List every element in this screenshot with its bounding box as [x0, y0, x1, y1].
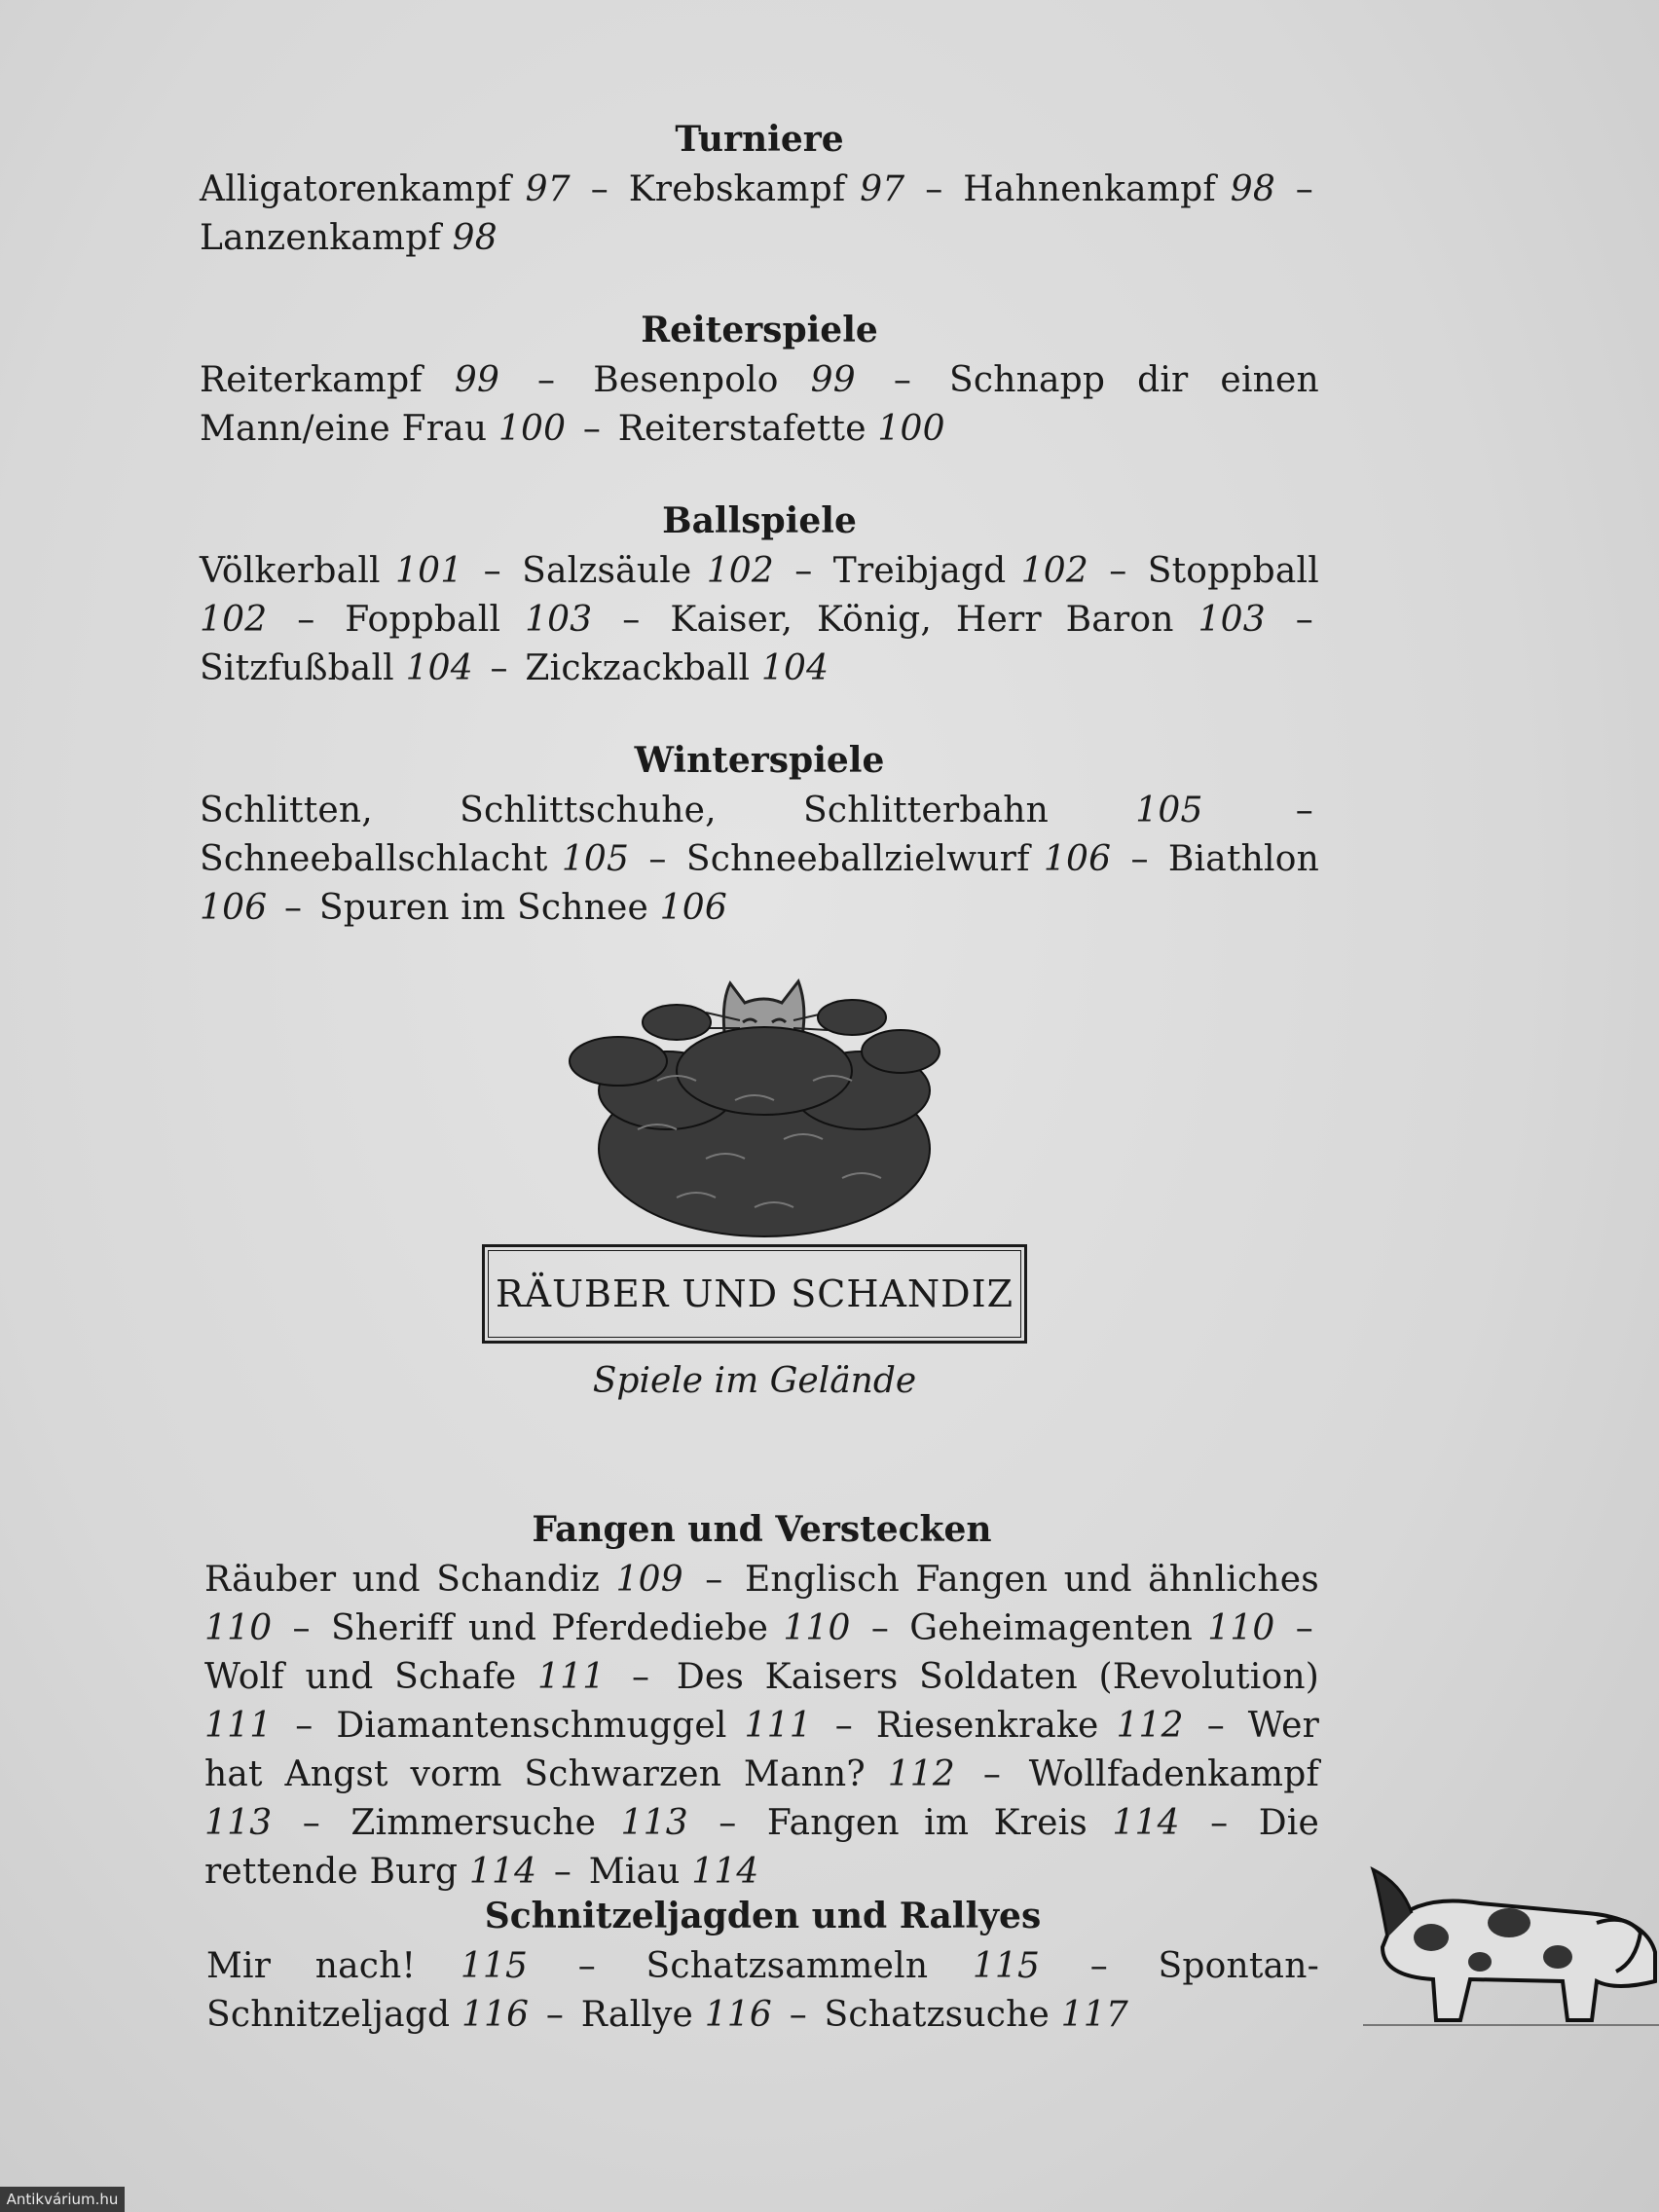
entry-page-number: 102: [200, 600, 268, 640]
entry-title: Des Kaisers Soldaten (Revolution): [676, 1657, 1320, 1697]
entry-separator: –: [1295, 169, 1313, 209]
entry-title: Alligatorenkampf: [200, 169, 511, 209]
toc-entry: [200, 791, 1203, 830]
entry-title: Wer hat Angst vorm Schwarzen Mann?: [204, 1706, 1319, 1794]
entry-separator: –: [1210, 1803, 1229, 1843]
entry-title: Mir nach!: [206, 1946, 417, 1986]
chapter-subtitle: Spiele im Gelände: [592, 1361, 917, 1401]
entry-separator: –: [590, 169, 608, 209]
chapter-title: RÄUBER UND SCHANDIZ: [495, 1272, 1014, 1315]
entry-title: Besenpolo: [593, 360, 779, 400]
toc-entry: [204, 1657, 605, 1697]
entry-page-number: 113: [620, 1803, 688, 1843]
entry-list: [206, 1942, 1319, 2040]
entry-separator: –: [925, 169, 943, 209]
entry-page-number: 110: [1207, 1608, 1275, 1648]
entry-separator: –: [490, 648, 508, 688]
entry-separator: –: [622, 600, 641, 640]
entry-title: Spuren im Schnee: [318, 888, 648, 928]
entry-title: Englisch Fangen und ähnliches: [744, 1560, 1319, 1600]
entry-separator: –: [582, 409, 602, 449]
entry-separator: –: [297, 600, 315, 640]
section-heading: Fangen und Verstecken: [532, 1509, 992, 1550]
toc-entry: [204, 1560, 683, 1600]
toc-entry: [206, 1946, 528, 1986]
section-heading: Winterspiele: [634, 740, 885, 781]
entry-page-number: 109: [615, 1560, 683, 1600]
entry-page-number: 98: [452, 218, 498, 258]
entry-page-number: 115: [972, 1946, 1041, 1986]
entry-page-number: 114: [691, 1852, 759, 1892]
toc-entry: [909, 1608, 1274, 1648]
entry-page-number: 100: [877, 409, 945, 449]
chapter-title-box: [482, 1244, 1027, 1344]
entry-page-number: 101: [395, 551, 463, 591]
entry-page-number: 112: [1116, 1706, 1184, 1746]
entry-separator: –: [553, 1852, 572, 1892]
toc-entry: [200, 648, 473, 688]
entry-page-number: 111: [537, 1657, 606, 1697]
section-turniere: [200, 117, 1319, 263]
entry-title: Riesenkrake: [875, 1706, 1099, 1746]
toc-entry: [200, 218, 498, 258]
entry-separator: –: [1295, 791, 1313, 830]
toc-entry: [963, 169, 1275, 209]
entry-title: Zimmersuche: [350, 1803, 597, 1843]
toc-entry: [200, 360, 499, 400]
entry-page-number: 97: [525, 169, 571, 209]
section-ballspiele: [200, 498, 1319, 693]
entry-list: [200, 787, 1319, 933]
toc-entry: [331, 1608, 851, 1648]
entry-page-number: 99: [454, 360, 500, 400]
entry-page-number: 103: [525, 600, 593, 640]
entry-title: Sitzfußball: [200, 648, 394, 688]
toc-entry: [670, 600, 1265, 640]
entry-separator: –: [545, 1995, 565, 2035]
section-heading: Ballspiele: [662, 500, 857, 541]
toc-entry: [686, 839, 1111, 879]
toc-entry: [593, 360, 856, 400]
toc-entry: [767, 1803, 1180, 1843]
entry-title: Stoppball: [1147, 551, 1319, 591]
entry-title: Miau: [588, 1852, 681, 1892]
entry-separator: –: [632, 1657, 650, 1697]
entry-separator: –: [302, 1803, 320, 1843]
entry-separator: –: [719, 1803, 737, 1843]
toc-entry: [581, 1995, 772, 2035]
entry-separator: –: [648, 839, 667, 879]
entry-title: Reiterkampf: [200, 360, 423, 400]
entry-title: Schatzsuche: [824, 1995, 1050, 2035]
toc-entry: [825, 1995, 1128, 2035]
toc-entry: [200, 551, 462, 591]
entry-page-number: 102: [706, 551, 775, 591]
entry-list: [200, 547, 1319, 693]
entry-separator: –: [1295, 1608, 1313, 1648]
entry-page-number: 106: [200, 888, 268, 928]
watermark-label: Antikvárium.hu: [0, 2187, 125, 2212]
entry-page-number: 112: [887, 1754, 956, 1794]
entry-separator: –: [870, 1608, 890, 1648]
entry-title: Völkerball: [200, 551, 381, 591]
entry-separator: –: [893, 360, 912, 400]
entry-title: Räuber und Schandiz: [204, 1560, 601, 1600]
entry-separator: –: [537, 360, 556, 400]
entry-title: Kaiser, König, Herr Baron: [670, 600, 1174, 640]
entry-page-number: 116: [461, 1995, 530, 2035]
entry-title: Lanzenkampf: [200, 218, 441, 258]
entry-title: Sheriff und Pferdediebe: [330, 1608, 769, 1648]
entry-separator: –: [577, 1946, 596, 1986]
toc-entry: [345, 600, 592, 640]
dog-illustration: [1363, 1864, 1659, 2035]
entry-title: Schnapp dir einen Mann/eine Frau: [200, 360, 1319, 449]
entry-title: Biathlon: [1167, 839, 1319, 879]
entry-page-number: 97: [860, 169, 905, 209]
toc-entry: [350, 1803, 688, 1843]
entry-separator: –: [794, 551, 813, 591]
entry-title: Treibjagd: [832, 551, 1007, 591]
entry-title: Diamantenschmuggel: [336, 1706, 727, 1746]
cat-in-bush-illustration: [560, 964, 969, 1246]
entry-separator: –: [483, 551, 501, 591]
entry-page-number: 105: [1135, 791, 1203, 830]
entry-title: Wollfadenkampf: [1028, 1754, 1319, 1794]
entry-page-number: 102: [1020, 551, 1088, 591]
toc-entry: [618, 409, 945, 449]
toc-entry: [319, 888, 727, 928]
section-heading: Schnitzeljagden und Rallyes: [484, 1896, 1042, 1936]
entry-page-number: 114: [468, 1852, 537, 1892]
entry-title: Schlitten, Schlittschuhe, Schlitterbahn: [200, 791, 1050, 830]
entry-page-number: 116: [704, 1995, 773, 2035]
entry-separator: –: [834, 1706, 853, 1746]
toc-entry: [336, 1706, 811, 1746]
dog-icon: [1363, 1869, 1659, 2025]
entry-title: Fangen im Kreis: [766, 1803, 1088, 1843]
entry-list: [200, 356, 1319, 454]
toc-entry: [589, 1852, 759, 1892]
toc-entry: [200, 169, 571, 209]
toc-entry: [876, 1706, 1184, 1746]
entry-list: [204, 1556, 1319, 1897]
entry-title: Krebskampf: [628, 169, 846, 209]
entry-separator: –: [1089, 1946, 1108, 1986]
entry-title: Reiterstafette: [617, 409, 866, 449]
entry-separator: –: [1130, 839, 1149, 879]
toc-entry: [646, 1946, 1041, 1986]
entry-list: [200, 166, 1319, 263]
entry-page-number: 105: [561, 839, 630, 879]
entry-page-number: 114: [1112, 1803, 1180, 1843]
entry-title: Spontan-Schnitzeljagd: [206, 1946, 1319, 2035]
entry-separator: –: [283, 888, 303, 928]
bush-icon: [570, 1000, 940, 1236]
entry-separator: –: [982, 1754, 1002, 1794]
entry-separator: –: [1295, 600, 1313, 640]
entry-separator: –: [292, 1608, 311, 1648]
entry-page-number: 103: [1198, 600, 1266, 640]
entry-separator: –: [1109, 551, 1127, 591]
entry-title: Wolf und Schafe: [204, 1657, 517, 1697]
section-schnitzeljagden: [206, 1894, 1319, 2040]
entry-title: Foppball: [345, 600, 501, 640]
toc-entry: [525, 648, 829, 688]
entry-page-number: 111: [744, 1706, 812, 1746]
entry-page-number: 110: [204, 1608, 273, 1648]
entry-title: Schatzsammeln: [645, 1946, 929, 1986]
entry-separator: –: [295, 1706, 313, 1746]
entry-page-number: 113: [204, 1803, 273, 1843]
entry-title: Rallye: [580, 1995, 694, 2035]
entry-separator: –: [705, 1560, 723, 1600]
section-heading: Turniere: [675, 119, 844, 160]
toc-entry: [522, 551, 774, 591]
entry-page-number: 111: [204, 1706, 273, 1746]
entry-page-number: 106: [659, 888, 727, 928]
section-reiterspiele: [200, 308, 1319, 454]
toc-entry: [200, 839, 629, 879]
entry-title: Schneeballzielwurf: [685, 839, 1030, 879]
entry-page-number: 98: [1230, 169, 1275, 209]
entry-title: Die rettende Burg: [204, 1803, 1319, 1892]
entry-page-number: 117: [1060, 1995, 1128, 2035]
entry-title: Schneeballschlacht: [200, 839, 548, 879]
section-winterspiele: [200, 738, 1319, 933]
entry-title: Salzsäule: [522, 551, 692, 591]
entry-page-number: 110: [783, 1608, 851, 1648]
toc-entry: [629, 169, 905, 209]
section-heading: Reiterspiele: [641, 310, 878, 350]
entry-title: Zickzackball: [525, 648, 751, 688]
entry-page-number: 115: [460, 1946, 529, 1986]
entry-separator: –: [789, 1995, 807, 2035]
toc-entry: [833, 551, 1088, 591]
entry-separator: –: [1206, 1706, 1225, 1746]
entry-page-number: 106: [1043, 839, 1112, 879]
entry-page-number: 99: [810, 360, 856, 400]
entry-page-number: 104: [405, 648, 473, 688]
entry-page-number: 100: [498, 409, 567, 449]
entry-page-number: 104: [760, 648, 830, 688]
entry-title: Hahnenkampf: [963, 169, 1216, 209]
entry-title: Geheimagenten: [909, 1608, 1194, 1648]
section-fangen-und-verstecken: [204, 1507, 1319, 1897]
